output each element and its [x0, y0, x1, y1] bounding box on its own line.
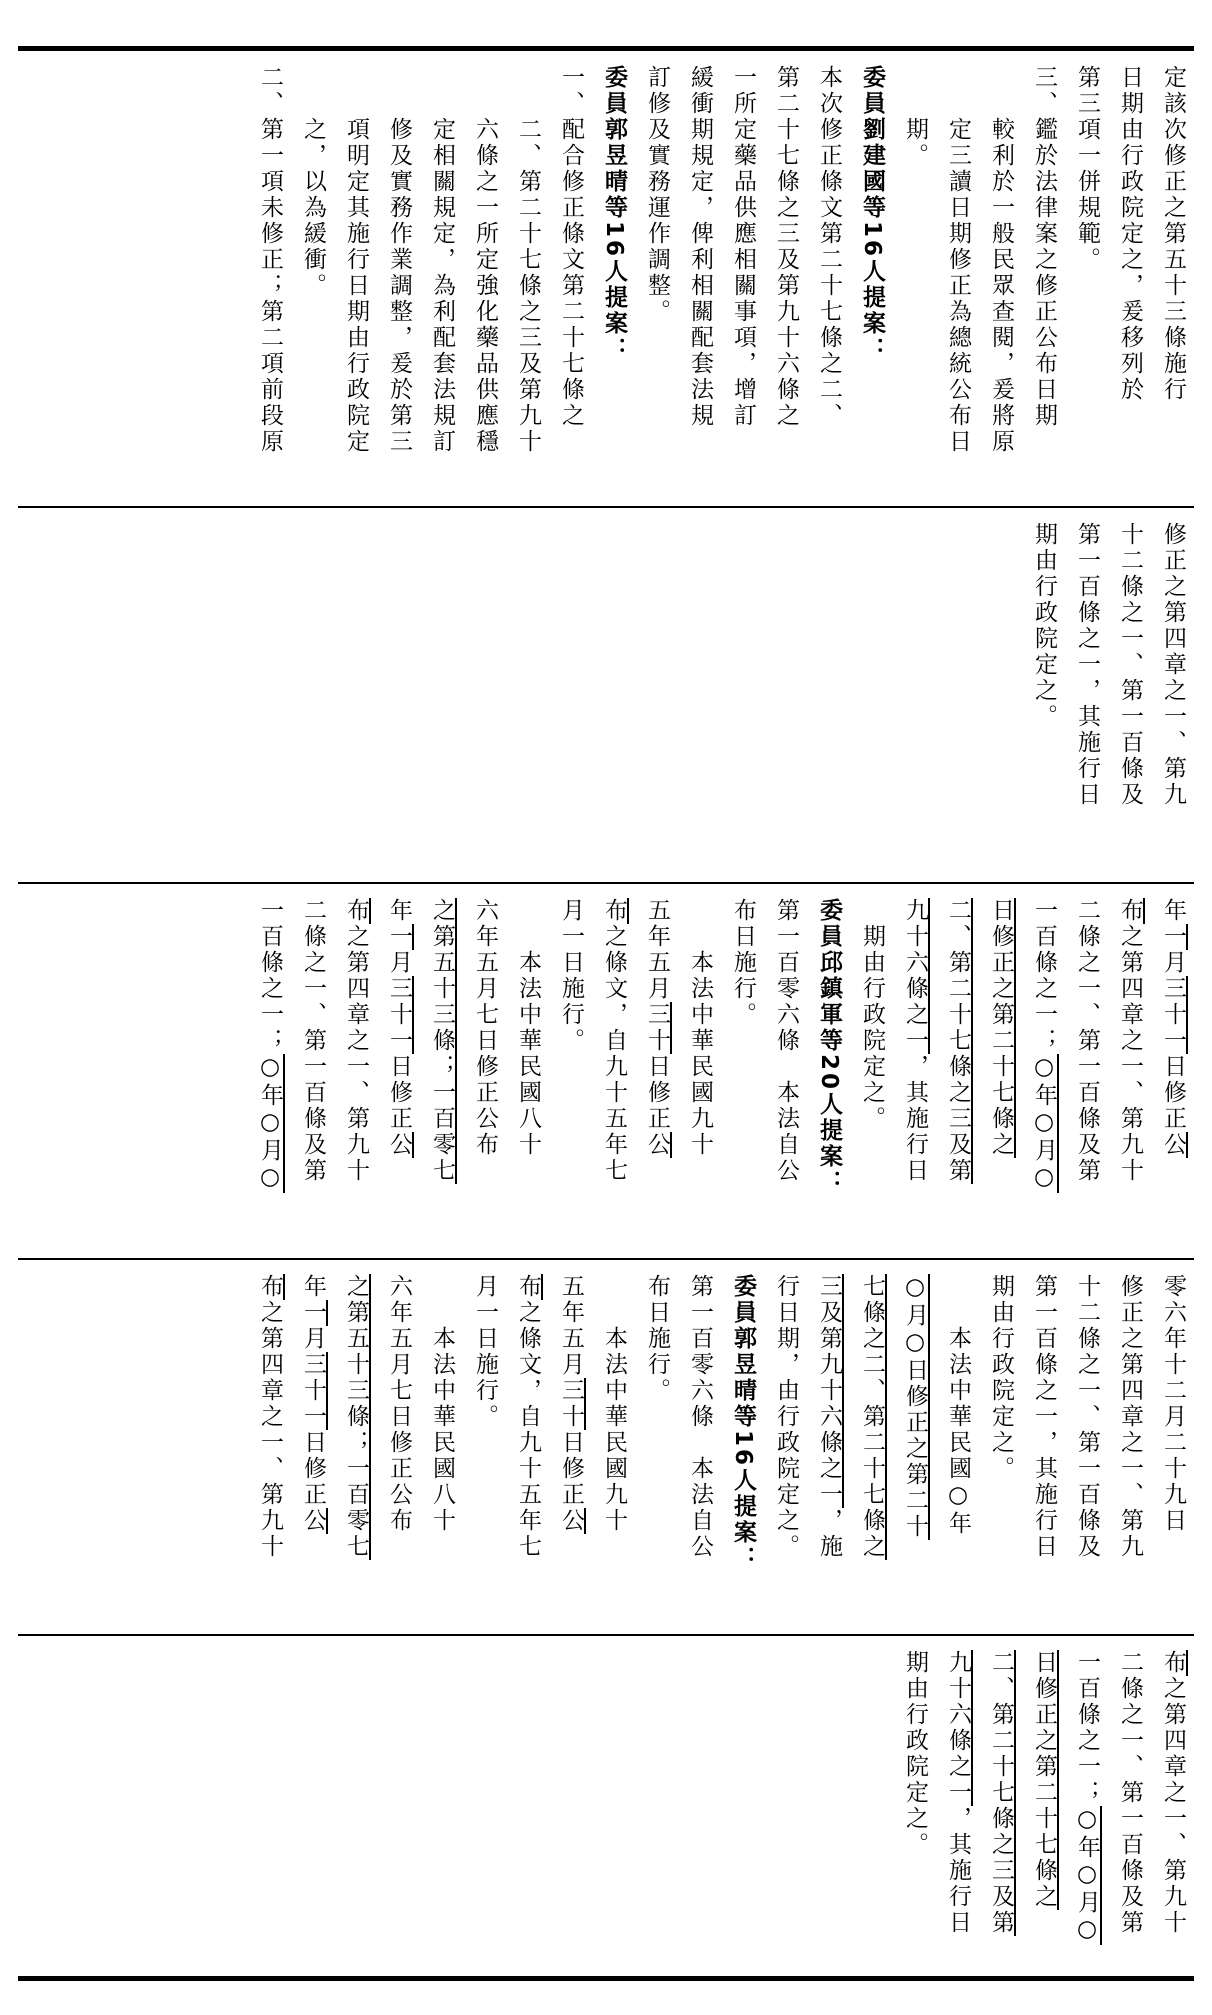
text-line — [807, 65, 850, 505]
text-segment: 本法中華民國八十 — [515, 898, 541, 1158]
text-line — [936, 65, 979, 505]
text-line — [549, 65, 592, 505]
text-segment: 日修正之第二十七條之 — [988, 898, 1014, 1158]
text-segment: 二、第二十七條之三及第 — [988, 1650, 1014, 1936]
text-segment: 二條之一、第一百條及第 — [300, 898, 326, 1184]
text-line — [420, 1274, 463, 1634]
text-segment: 二、第一項未修正；第二項前段原 — [257, 65, 283, 455]
text-segment: 九十六條之一 — [945, 1650, 971, 1806]
text-segment: 七條之二、第二十七條之 — [859, 1274, 885, 1560]
proposer-heading: 委員邱鎮軍等20人提案： — [816, 898, 842, 1197]
text-segment: 六年五月七日修正公布 — [472, 898, 498, 1158]
text-line — [1151, 522, 1194, 882]
text-line — [334, 898, 377, 1258]
text-segment: 之條文，自九十五年七 — [515, 1300, 541, 1560]
text-segment: ，其施行日 — [902, 1054, 928, 1184]
text-segment: 之第四章之一、第九十 — [1160, 1676, 1186, 1936]
proposal-guo-column — [248, 1274, 1194, 1634]
text-line — [893, 65, 936, 505]
text-segment: 修正之第四章之一、第九 — [1160, 522, 1186, 808]
text-segment: 本法中華民國九十 — [601, 1274, 627, 1534]
block-current-text-end — [18, 508, 1194, 882]
text-line — [549, 1274, 592, 1634]
text-segment: 之第五十三條；一百零七 — [343, 1274, 369, 1560]
text-segment: 公 — [644, 1132, 670, 1158]
text-line — [1022, 522, 1065, 882]
text-segment: 月一日施行。 — [472, 1274, 498, 1430]
text-segment: 行日期，由行政院定之。 — [773, 1274, 799, 1560]
text-segment: 之，以為緩衝。 — [300, 65, 326, 299]
text-segment: ，其施行日 — [945, 1806, 971, 1936]
text-segment: 第一百條之一，其施行日 — [1074, 522, 1100, 808]
text-segment: 期由行政院定之。 — [1031, 522, 1057, 730]
text-segment: ○年○月○ — [1031, 1054, 1057, 1193]
text-segment: 之第四章之一、第九十 — [343, 924, 369, 1184]
text-line — [979, 1650, 1022, 1976]
text-line — [1108, 522, 1151, 882]
text-line — [678, 1274, 721, 1634]
proposal-continued-column — [893, 1650, 1194, 1976]
text-line — [721, 65, 764, 505]
text-segment: 較利於一般民眾查閱，爰將原 — [988, 65, 1014, 455]
text-line — [1151, 1274, 1194, 1634]
text-segment: 六年五月七日修正公布 — [386, 1274, 412, 1534]
text-line — [807, 1274, 850, 1634]
text-segment: 一、配合修正條文第二十七條之 — [558, 65, 584, 429]
text-segment: 月 — [386, 950, 412, 976]
text-segment: 公 — [386, 1132, 412, 1158]
text-segment: 一 — [386, 924, 412, 950]
text-line — [592, 65, 635, 505]
text-line — [936, 898, 979, 1258]
text-segment: 修及實務作業調整，爰於第三 — [386, 65, 412, 455]
text-segment: 布 — [343, 898, 369, 924]
text-line — [1151, 898, 1194, 1258]
proposer-heading: 委員郭昱晴等16人提案： — [730, 1274, 756, 1573]
text-segment: 之第四章之一、第九十 — [257, 1300, 283, 1560]
explanation-column — [248, 65, 1194, 505]
text-segment: 布日施行。 — [730, 898, 756, 1028]
text-segment: 十二條之一、第一百條及 — [1117, 522, 1143, 808]
text-line — [334, 65, 377, 505]
text-line — [549, 898, 592, 1258]
text-segment: 期由行政院定之。 — [988, 1274, 1014, 1482]
text-line — [979, 898, 1022, 1258]
text-line — [1065, 522, 1108, 882]
text-line — [893, 1274, 936, 1634]
text-line — [979, 65, 1022, 505]
text-segment: 一百條之一； — [1031, 898, 1057, 1054]
text-line — [1151, 65, 1194, 505]
text-segment: 定三讀日期修正為總統公布日 — [945, 65, 971, 455]
text-segment: 訂修及實務運作調整。 — [644, 65, 670, 325]
text-line — [764, 65, 807, 505]
text-segment: 第二十七條之三及第九十六條之 — [773, 65, 799, 429]
text-segment: 日修正 — [300, 1430, 326, 1508]
text-segment: 三十一 — [386, 976, 412, 1054]
text-segment: 九十六條之一 — [902, 898, 928, 1054]
text-segment: 一百條之一； — [1074, 1650, 1100, 1806]
text-line — [463, 898, 506, 1258]
text-segment: 二、第二十七條之三及第 — [945, 898, 971, 1184]
text-segment: 三、鑑於法律案之修正公布日期 — [1031, 65, 1057, 429]
text-line — [1151, 1650, 1194, 1976]
text-line — [506, 65, 549, 505]
proposer-heading: 委員劉建國等16人提案： — [859, 65, 885, 364]
text-segment: 零六年十二月二十九日 — [1160, 1274, 1186, 1534]
block-proposal-guo — [18, 1260, 1194, 1634]
text-segment: 日修正 — [386, 1054, 412, 1132]
text-segment: 五年五月 — [644, 898, 670, 1002]
text-line — [377, 898, 420, 1258]
current-text-column — [1022, 522, 1194, 882]
text-segment: 年 — [1160, 898, 1186, 924]
text-line — [463, 65, 506, 505]
text-segment: 第一百條之一，其施行日 — [1031, 1274, 1057, 1560]
text-line — [334, 1274, 377, 1634]
text-line — [506, 1274, 549, 1634]
text-segment: ○年○月○ — [257, 1054, 283, 1193]
text-segment: 緩衝期規定，俾利相關配套法規 — [687, 65, 713, 429]
text-line — [291, 898, 334, 1258]
text-line — [850, 898, 893, 1258]
text-line — [893, 1650, 936, 1976]
text-line — [248, 65, 291, 505]
text-line — [1108, 898, 1151, 1258]
text-segment: 之第五十三條；一百零七 — [429, 898, 455, 1184]
text-line — [850, 65, 893, 505]
text-line — [248, 898, 291, 1258]
text-segment: 本法中華民國○年 — [945, 1274, 971, 1537]
text-segment: 之條文，自九十五年七 — [601, 924, 627, 1184]
text-line — [1022, 1274, 1065, 1634]
text-line — [506, 898, 549, 1258]
block-explanation — [18, 51, 1194, 506]
text-line — [291, 65, 334, 505]
text-line — [893, 898, 936, 1258]
text-segment: 布 — [1117, 898, 1143, 924]
proposal-qiu-column — [248, 898, 1194, 1258]
text-segment: 日期由行政院定之，爰移列於 — [1117, 65, 1143, 403]
text-segment: 年 — [300, 1274, 326, 1300]
text-segment: 定該次修正之第五十三條施行 — [1160, 65, 1186, 403]
text-segment: 五年五月 — [558, 1274, 584, 1378]
text-line — [463, 1274, 506, 1634]
text-segment: ，施 — [816, 1508, 842, 1560]
block-proposal-qiu — [18, 884, 1194, 1258]
text-line — [592, 898, 635, 1258]
text-segment: 公 — [1160, 1132, 1186, 1158]
text-segment: 布 — [601, 898, 627, 924]
text-segment: ○年○月○ — [1074, 1806, 1100, 1945]
text-line — [979, 1274, 1022, 1634]
text-segment: 布 — [515, 1274, 541, 1300]
proposer-heading: 委員郭昱晴等16人提案： — [601, 65, 627, 364]
text-segment: 月一日施行。 — [558, 898, 584, 1054]
text-segment: 第一百零六條 本法自公 — [773, 898, 799, 1184]
text-segment: 期由行政院定之。 — [902, 1650, 928, 1858]
text-segment: 日修正 — [644, 1054, 670, 1132]
text-line — [291, 1274, 334, 1634]
text-line — [420, 65, 463, 505]
text-segment: 日修正 — [1160, 1054, 1186, 1132]
text-segment: 之第四章之一、第九十 — [1117, 924, 1143, 1184]
text-segment: 六條之一所定強化藥品供應穩 — [472, 65, 498, 455]
text-line — [377, 65, 420, 505]
text-segment: 二、第二十七條之三及第九十 — [515, 65, 541, 455]
text-segment: 三十 — [644, 1002, 670, 1054]
text-segment: 年 — [386, 898, 412, 924]
text-line — [635, 898, 678, 1258]
text-line — [721, 1274, 764, 1634]
text-segment: 布 — [257, 1274, 283, 1300]
text-line — [1108, 1274, 1151, 1634]
text-line — [1065, 65, 1108, 505]
text-line — [1108, 65, 1151, 505]
text-segment: 期由行政院定之。 — [859, 898, 885, 1132]
text-line — [420, 898, 463, 1258]
block-proposal-continued — [18, 1636, 1194, 1976]
text-segment: 一所定藥品供應相關事項，增訂 — [730, 65, 756, 429]
text-line — [936, 1650, 979, 1976]
text-segment: 三十一 — [1160, 976, 1186, 1054]
text-line — [1065, 1274, 1108, 1634]
text-line — [936, 1274, 979, 1634]
text-line — [1108, 1650, 1151, 1976]
text-segment: 第一百零六條 本法自公 — [687, 1274, 713, 1560]
text-segment: 月 — [300, 1326, 326, 1352]
text-segment: 布日施行。 — [644, 1274, 670, 1404]
text-segment: 日修正之第二十七條之 — [1031, 1650, 1057, 1910]
text-line — [764, 898, 807, 1258]
text-line — [807, 898, 850, 1258]
text-line — [678, 65, 721, 505]
text-segment: 二條之一、第一百條及第 — [1074, 898, 1100, 1184]
text-segment: 修正之第四章之一、第九 — [1117, 1274, 1143, 1560]
text-segment: 月 — [1160, 950, 1186, 976]
text-segment: 一百條之一； — [257, 898, 283, 1054]
text-line — [764, 1274, 807, 1634]
text-segment: 二條之一、第一百條及第 — [1117, 1650, 1143, 1936]
text-segment: 布 — [1160, 1650, 1186, 1676]
text-line — [721, 898, 764, 1258]
text-line — [678, 898, 721, 1258]
text-segment: 一 — [1160, 924, 1186, 950]
text-segment: 本次修正條文第二十七條之二、 — [816, 65, 842, 429]
text-line — [850, 1274, 893, 1634]
text-line — [592, 1274, 635, 1634]
text-segment: 三十 — [558, 1378, 584, 1430]
text-line — [1022, 1650, 1065, 1976]
bottom-rule — [18, 1976, 1194, 1981]
text-line — [635, 65, 678, 505]
text-line — [635, 1274, 678, 1634]
text-line — [377, 1274, 420, 1634]
text-segment: 三十一 — [300, 1352, 326, 1430]
text-segment: 第三項一併規範。 — [1074, 65, 1100, 273]
text-segment: 項明定其施行日期由行政院定 — [343, 65, 369, 455]
text-segment: 本法中華民國九十 — [687, 898, 713, 1158]
text-line — [1065, 898, 1108, 1258]
text-segment: 三及第九十六條之一 — [816, 1274, 842, 1508]
text-segment: 十二條之一、第一百條及 — [1074, 1274, 1100, 1560]
text-line — [1065, 1650, 1108, 1976]
text-line — [248, 1274, 291, 1634]
text-segment: 公 — [300, 1508, 326, 1534]
text-line — [1022, 898, 1065, 1258]
text-segment: 定相關規定，為利配套法規訂 — [429, 65, 455, 455]
text-segment: ○月○日修正之第二十 — [902, 1274, 928, 1540]
text-segment: 公 — [558, 1508, 584, 1534]
text-segment: 日修正 — [558, 1430, 584, 1508]
text-segment: 期。 — [902, 65, 928, 169]
text-line — [1022, 65, 1065, 505]
text-segment: 一 — [300, 1300, 326, 1326]
text-segment: 本法中華民國八十 — [429, 1274, 455, 1534]
